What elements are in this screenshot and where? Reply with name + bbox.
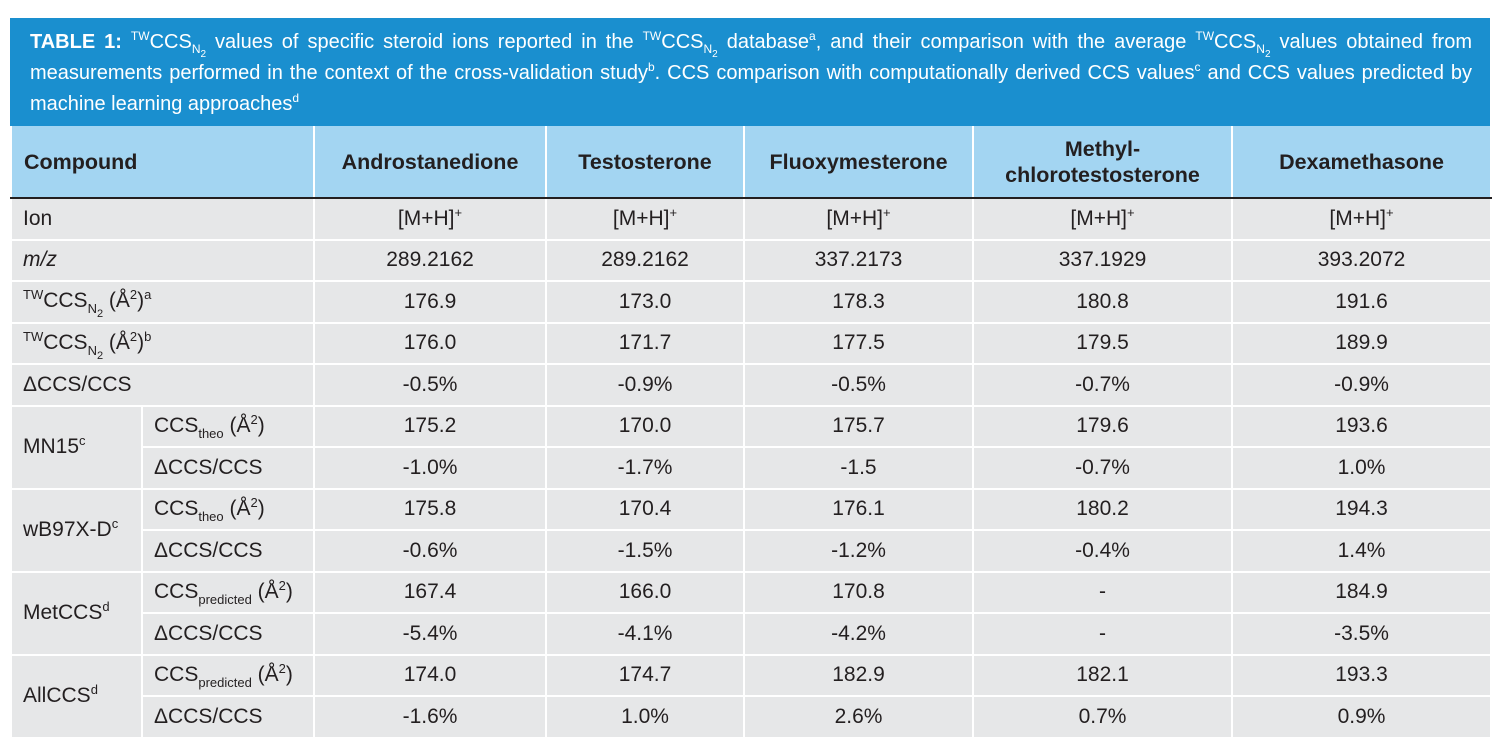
steroid-ccs-table — [10, 126, 1492, 739]
table-cell — [1232, 281, 1491, 323]
table-cell: -5.4% — [314, 613, 546, 655]
row-group-delta — [11, 613, 1491, 655]
label-sup: TW — [23, 328, 44, 344]
caption-text: CCS — [661, 31, 704, 53]
cell-value: -0.9% — [617, 372, 673, 396]
cell-value: 337.2173 — [814, 248, 903, 272]
label-sub: theo — [198, 509, 224, 525]
caption-label: TABLE 1: — [30, 31, 122, 53]
label-sub: N — [87, 301, 97, 317]
charge-sup: + — [1386, 204, 1394, 220]
cell-value: 179.5 — [1076, 331, 1129, 355]
table-cell: -4.1% — [546, 613, 744, 655]
table-cell — [314, 364, 546, 406]
table-cell: 176.1 — [744, 489, 973, 531]
table-cell: 182.9 — [744, 655, 973, 697]
cell-value: [M+H] — [397, 206, 455, 230]
table-cell: -1.5 — [744, 447, 973, 489]
sub-label-delta: ΔCCS/CCS — [142, 696, 314, 738]
table-cell — [1232, 323, 1491, 365]
caption-sub: 2 — [200, 49, 207, 60]
label-text: CCS — [43, 289, 88, 313]
table-container — [10, 18, 1490, 739]
header-methylchlorotestosterone — [973, 126, 1232, 198]
cell-value: 337.1929 — [1058, 248, 1147, 272]
label-sup: 2 — [129, 328, 138, 344]
table-cell: 170.4 — [546, 489, 744, 531]
table-cell: -1.7% — [546, 447, 744, 489]
caption-sub: 2 — [712, 49, 718, 60]
header-androstanedione: Androstanedione — [314, 126, 546, 198]
table-cell: 194.3 — [1232, 489, 1491, 531]
table-cell — [973, 364, 1232, 406]
header-compound: Compound — [11, 126, 314, 198]
table-cell: 1.0% — [1232, 447, 1491, 489]
group-label — [11, 489, 142, 572]
label-sub: predicted — [198, 675, 252, 691]
mz-label: m/z — [23, 248, 57, 272]
label-sup: TW — [23, 287, 44, 303]
row-group-ccs — [11, 655, 1491, 697]
row-ion — [11, 198, 1491, 240]
cell-value: 171.7 — [618, 331, 672, 355]
label-sup: 2 — [278, 661, 286, 677]
label-unit: (Å — [257, 663, 279, 687]
row-group-delta — [11, 530, 1491, 572]
row-label — [11, 323, 314, 365]
caption-sup: c — [1194, 60, 1201, 74]
charge-sup: + — [883, 204, 891, 220]
label-close: ) — [137, 330, 145, 354]
caption-text: , and their comparison with the average — [815, 31, 1196, 53]
group-note: d — [102, 599, 110, 614]
header-row — [11, 126, 1491, 198]
sub-label-ccs — [142, 572, 314, 614]
cell-value: 191.6 — [1335, 289, 1388, 313]
table-cell: 174.0 — [314, 655, 546, 697]
table-cell: - — [973, 572, 1232, 614]
table-cell — [314, 281, 546, 323]
group-note: c — [111, 516, 119, 531]
table-cell — [546, 364, 744, 406]
row-delta — [11, 364, 1491, 406]
label-close: ) — [137, 289, 145, 313]
group-name: MN15 — [23, 435, 80, 458]
caption-sub: N — [191, 42, 201, 56]
row-label — [11, 240, 314, 282]
cell-value: -0.9% — [1334, 372, 1389, 396]
label-unit: (Å — [229, 414, 251, 438]
row-group-ccs — [11, 406, 1491, 448]
table-cell: -4.2% — [744, 613, 973, 655]
table-cell — [546, 323, 744, 365]
charge-sup: + — [669, 204, 678, 220]
label-note: a — [144, 287, 152, 303]
label-sub: 2 — [96, 308, 104, 321]
table-cell: 184.9 — [1232, 572, 1491, 614]
sub-label-delta: ΔCCS/CCS — [142, 613, 314, 655]
caption-sup: a — [809, 29, 816, 43]
table-cell: 174.7 — [546, 655, 744, 697]
table-cell — [1232, 198, 1491, 240]
table-cell — [973, 240, 1232, 282]
table-cell: -1.5% — [546, 530, 744, 572]
table-cell: 170.0 — [546, 406, 744, 448]
caption-text: values obtained from measurements performed in the context of the cross-validation study — [30, 31, 1472, 84]
table-cell: 0.7% — [973, 696, 1232, 738]
table-cell — [744, 281, 973, 323]
row-group-delta — [11, 447, 1491, 489]
row-label — [11, 281, 314, 323]
label-close: ) — [285, 580, 293, 604]
table-cell — [744, 364, 973, 406]
table-cell — [314, 323, 546, 365]
sub-label-delta: ΔCCS/CCS — [142, 530, 314, 572]
caption-sup: TW — [130, 29, 150, 43]
row-group-delta — [11, 696, 1491, 738]
table-cell — [546, 240, 744, 282]
table-cell: 182.1 — [973, 655, 1232, 697]
header-fluoxymesterone: Fluoxymesterone — [744, 126, 973, 198]
table-cell: 175.2 — [314, 406, 546, 448]
caption-sup: TW — [642, 29, 662, 43]
table-cell — [546, 281, 744, 323]
caption-text: and CCS values predicted by machine learning approaches — [30, 62, 1473, 115]
caption-sub: N — [703, 42, 713, 56]
sub-label-ccs — [142, 489, 314, 531]
label-unit: (Å — [257, 580, 279, 604]
row-group-ccs — [11, 572, 1491, 614]
caption-sup: d — [292, 91, 300, 105]
table-cell: 170.8 — [744, 572, 973, 614]
label-close: ) — [285, 663, 293, 687]
row-label: ΔCCS/CCS — [11, 364, 314, 406]
caption-text: . CCS comparison with computationally derived CCS values — [654, 62, 1195, 84]
table-cell: 166.0 — [546, 572, 744, 614]
label-text: CCS — [154, 414, 199, 438]
row-mz — [11, 240, 1491, 282]
label-note: b — [144, 328, 152, 344]
caption-text: CCS — [149, 31, 192, 53]
label-sub: theo — [198, 426, 224, 442]
cell-value: -0.5% — [831, 372, 886, 396]
sub-label-ccs — [142, 406, 314, 448]
header-text-line1: Methyl- — [1064, 136, 1141, 161]
table-cell: 175.8 — [314, 489, 546, 531]
table-cell: 167.4 — [314, 572, 546, 614]
cell-value: 189.9 — [1335, 331, 1388, 355]
table-caption — [10, 18, 1490, 126]
table-cell: -1.2% — [744, 530, 973, 572]
table-cell: -1.6% — [314, 696, 546, 738]
table-cell — [973, 281, 1232, 323]
table-cell — [314, 240, 546, 282]
group-label — [11, 572, 142, 655]
caption-text: database — [717, 31, 809, 53]
group-note: d — [90, 682, 98, 697]
table-cell — [744, 323, 973, 365]
cell-value: [M+H] — [826, 206, 884, 230]
label-unit: (Å — [103, 330, 130, 354]
cell-value: -0.7% — [1075, 372, 1130, 396]
table-cell: 179.6 — [973, 406, 1232, 448]
table-cell — [973, 198, 1232, 240]
caption-sub: 2 — [1264, 49, 1271, 60]
label-sup: 2 — [129, 287, 138, 303]
charge-sup: + — [1127, 204, 1135, 220]
cell-value: 393.2072 — [1317, 248, 1406, 272]
cell-value: 176.0 — [403, 331, 457, 355]
caption-sub: N — [1256, 42, 1265, 56]
label-sup: 2 — [278, 578, 286, 594]
group-name: wB97X-D — [23, 518, 112, 541]
cell-value: 176.9 — [403, 289, 457, 313]
table-cell: 0.9% — [1232, 696, 1491, 738]
cell-value: 177.5 — [832, 331, 885, 355]
caption-text: CCS — [1214, 31, 1257, 53]
table-cell — [1232, 364, 1491, 406]
cell-value: [M+H] — [612, 206, 670, 230]
label-sup: 2 — [250, 412, 258, 428]
group-label — [11, 406, 142, 489]
label-sub: 2 — [96, 349, 104, 362]
table-cell — [546, 198, 744, 240]
table-cell: - — [973, 613, 1232, 655]
table-cell: -0.6% — [314, 530, 546, 572]
table-cell — [744, 198, 973, 240]
header-text-line2: chlorotestosterone — [1005, 162, 1200, 187]
cell-value: 289.2162 — [386, 248, 474, 272]
cell-value: 180.8 — [1076, 289, 1129, 313]
table-cell: 180.2 — [973, 489, 1232, 531]
charge-sup: + — [454, 204, 463, 220]
group-name: MetCCS — [23, 601, 103, 624]
label-sup: 2 — [250, 495, 258, 511]
label-close: ) — [257, 414, 265, 438]
table-cell: -1.0% — [314, 447, 546, 489]
label-sub: N — [87, 342, 97, 358]
table-cell — [973, 323, 1232, 365]
cell-value: [M+H] — [1329, 206, 1387, 230]
table-cell: 175.7 — [744, 406, 973, 448]
label-text: CCS — [154, 663, 199, 687]
header-testosterone: Testosterone — [546, 126, 744, 198]
label-close: ) — [257, 497, 265, 521]
table-cell: -3.5% — [1232, 613, 1491, 655]
label-unit: (Å — [229, 497, 251, 521]
table-cell: -0.7% — [973, 447, 1232, 489]
table-cell: 193.3 — [1232, 655, 1491, 697]
row-ccs-crossvalidation — [11, 323, 1491, 365]
group-label — [11, 655, 142, 738]
sub-label-ccs — [142, 655, 314, 697]
table-cell — [314, 198, 546, 240]
cell-value: -0.5% — [402, 372, 458, 396]
row-group-ccs — [11, 489, 1491, 531]
label-sub: predicted — [198, 592, 252, 608]
table-cell — [744, 240, 973, 282]
header-dexamethasone: Dexamethasone — [1232, 126, 1491, 198]
group-name: AllCCS — [23, 684, 91, 707]
table-cell — [1232, 240, 1491, 282]
table-cell: 1.0% — [546, 696, 744, 738]
label-text: CCS — [154, 497, 199, 521]
cell-value: 173.0 — [618, 289, 672, 313]
label-text: CCS — [154, 580, 199, 604]
caption-sup: TW — [1195, 29, 1215, 43]
table-cell: 193.6 — [1232, 406, 1491, 448]
table-cell: 2.6% — [744, 696, 973, 738]
label-text: CCS — [43, 330, 88, 354]
caption-text: values of specific steroid ions reported in the — [206, 31, 643, 53]
cell-value: [M+H] — [1070, 206, 1128, 230]
cell-value: 289.2162 — [601, 248, 689, 272]
sub-label-delta: ΔCCS/CCS — [142, 447, 314, 489]
row-label: Ion — [11, 198, 314, 240]
cell-value: 178.3 — [832, 289, 885, 313]
caption-sup: b — [647, 60, 655, 74]
label-unit: (Å — [103, 289, 130, 313]
row-ccs-database — [11, 281, 1491, 323]
table-cell: -0.4% — [973, 530, 1232, 572]
group-note: c — [79, 433, 86, 448]
table-cell: 1.4% — [1232, 530, 1491, 572]
